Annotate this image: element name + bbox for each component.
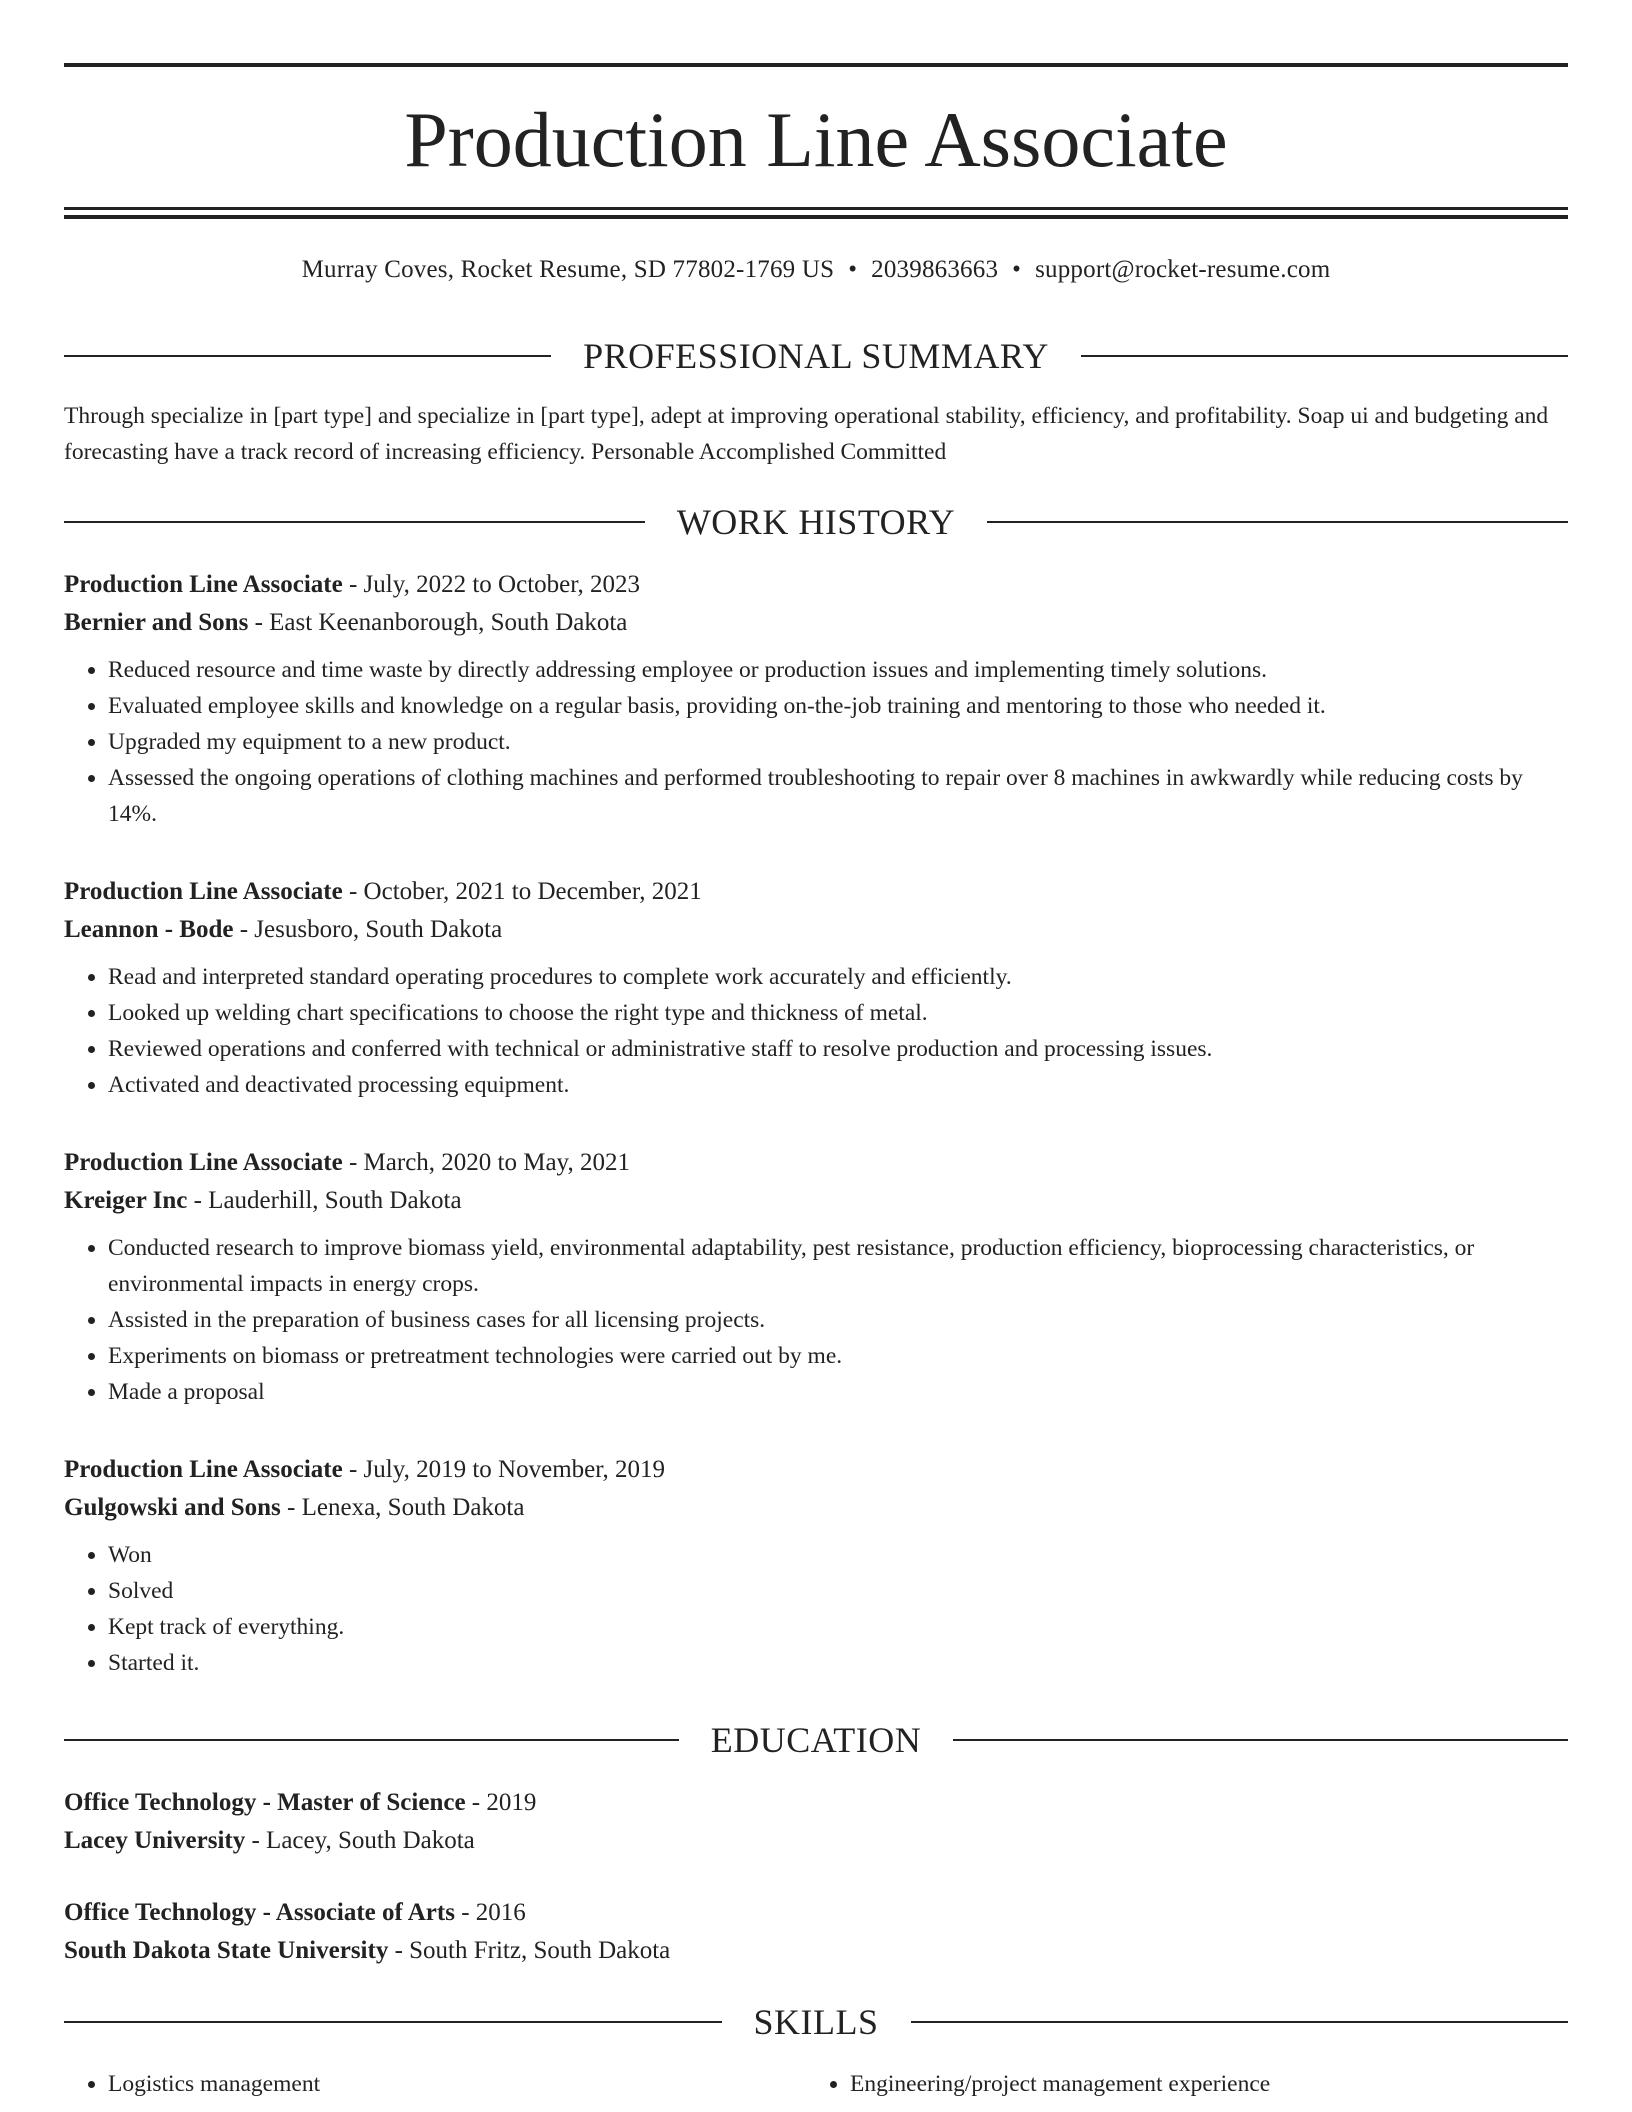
section-heading-skills bbox=[64, 2000, 1568, 2044]
resume-title: Production Line Associate bbox=[404, 96, 1228, 183]
school-line bbox=[64, 1822, 1568, 1860]
skills-list bbox=[64, 2066, 1568, 2102]
summary-text: Through specialize in [part type] and specialize in [part type], adept at improving operational stability, efficiency, and profitability. Soap ui and budgeting and forecasting have a track record of increasing efficiency. Personable Accomplished Committed bbox=[64, 403, 1549, 465]
job-dates: - March, 2020 to May, 2021 bbox=[342, 1149, 630, 1176]
job-location: - East Keenanborough, South Dakota bbox=[248, 609, 628, 636]
heading-rule-left bbox=[64, 1739, 679, 1741]
heading-rule-right bbox=[911, 2021, 1569, 2023]
section-title: EDUCATION bbox=[710, 1720, 922, 1760]
list-item: • Reduced resource and time waste by directly addressing employee or production issues and implementing timely solutions. bbox=[108, 652, 1568, 688]
section-heading-work-history bbox=[64, 500, 1568, 544]
title-rule-upper bbox=[64, 207, 1568, 210]
job-title: Production Line Associate bbox=[64, 878, 343, 905]
top-rule bbox=[64, 63, 1568, 67]
list-item: • Assessed the ongoing operations of clothing machines and performed troubleshooting to repair over 8 machines in awkwardly while reducing costs by 14%. bbox=[108, 760, 1568, 832]
section-title: WORK HISTORY bbox=[676, 502, 956, 542]
job-company-line bbox=[64, 1182, 1568, 1220]
job-title-line bbox=[64, 873, 1568, 911]
degree-year: - 2016 bbox=[454, 1899, 526, 1926]
school-location: - South Fritz, South Dakota bbox=[388, 1937, 671, 1964]
degree-line bbox=[64, 1784, 1568, 1822]
school: South Dakota State University bbox=[64, 1937, 389, 1964]
list-item: • Evaluated employee skills and knowledge on a regular basis, providing on-the-job training and mentoring to those who needed it. bbox=[108, 688, 1568, 724]
list-item: • Solved bbox=[108, 1573, 1568, 1609]
contact-phone: 2039863663 bbox=[871, 256, 999, 283]
education-entry bbox=[64, 1894, 1568, 1970]
degree-year: - 2019 bbox=[465, 1789, 537, 1816]
contact-email: support@rocket-resume.com bbox=[1035, 256, 1331, 283]
job-bullets bbox=[64, 652, 1568, 832]
list-item: • Made a proposal bbox=[108, 1374, 1568, 1410]
list-item: • Engineering/project management experience bbox=[850, 2066, 1550, 2102]
section-title: SKILLS bbox=[753, 2002, 879, 2042]
heading-rule-right bbox=[953, 1739, 1568, 1741]
list-item: • Looked up welding chart specifications to choose the right type and thickness of metal. bbox=[108, 995, 1568, 1031]
job-company: Kreiger Inc bbox=[64, 1187, 188, 1214]
degree: Office Technology - Associate of Arts bbox=[64, 1899, 455, 1926]
job-title-line bbox=[64, 1451, 1568, 1489]
heading-rule-right bbox=[987, 521, 1568, 523]
job-entry bbox=[64, 566, 1568, 832]
job-location: - Lenexa, South Dakota bbox=[280, 1494, 525, 1521]
title-rule-lower bbox=[64, 215, 1568, 219]
job-company-line bbox=[64, 604, 1568, 642]
job-bullets bbox=[64, 959, 1568, 1103]
school-location: - Lacey, South Dakota bbox=[245, 1827, 475, 1854]
job-entry bbox=[64, 873, 1568, 1103]
list-item: • Activated and deactivated processing equipment. bbox=[108, 1067, 1568, 1103]
job-location: - Jesusboro, South Dakota bbox=[233, 916, 503, 943]
job-dates: - July, 2019 to November, 2019 bbox=[342, 1456, 666, 1483]
section-heading-summary bbox=[64, 334, 1568, 378]
job-entry bbox=[64, 1451, 1568, 1681]
job-dates: - July, 2022 to October, 2023 bbox=[342, 571, 641, 598]
list-item: • Upgraded my equipment to a new product. bbox=[108, 724, 1568, 760]
heading-rule-left bbox=[64, 2021, 722, 2023]
list-item: • Logistics management bbox=[108, 2066, 808, 2102]
job-title: Production Line Associate bbox=[64, 571, 343, 598]
list-item: • Won bbox=[108, 1537, 1568, 1573]
job-company: Leannon - Bode bbox=[64, 916, 234, 943]
list-item: • Reviewed operations and conferred with technical or administrative staff to resolve production and processing issues. bbox=[108, 1031, 1568, 1067]
section-title: PROFESSIONAL SUMMARY bbox=[583, 336, 1049, 376]
contact-separator: • bbox=[848, 256, 858, 283]
job-dates: - October, 2021 to December, 2021 bbox=[342, 878, 702, 905]
contact-line bbox=[64, 252, 1568, 288]
job-title-line bbox=[64, 1144, 1568, 1182]
degree-line bbox=[64, 1894, 1568, 1932]
job-bullets bbox=[64, 1230, 1568, 1410]
list-item: • Started it. bbox=[108, 1645, 1568, 1681]
list-item: • Conducted research to improve biomass yield, environmental adaptability, pest resistance, production efficiency, bioprocessing characteristics, or environmental impacts in energy crops. bbox=[108, 1230, 1568, 1302]
contact-address: Murray Coves, Rocket Resume, SD 77802-1769 US bbox=[301, 256, 835, 283]
list-item: • Experiments on biomass or pretreatment technologies were carried out by me. bbox=[108, 1338, 1568, 1374]
heading-rule-left bbox=[64, 355, 551, 357]
school: Lacey University bbox=[64, 1827, 246, 1854]
degree: Office Technology - Master of Science bbox=[64, 1789, 466, 1816]
job-location: - Lauderhill, South Dakota bbox=[187, 1187, 462, 1214]
job-title: Production Line Associate bbox=[64, 1149, 343, 1176]
section-heading-education bbox=[64, 1718, 1568, 1762]
list-item: • Read and interpreted standard operating procedures to complete work accurately and efficiently. bbox=[108, 959, 1568, 995]
job-bullets bbox=[64, 1537, 1568, 1681]
job-company-line bbox=[64, 911, 1568, 949]
heading-rule-right bbox=[1081, 355, 1568, 357]
job-title: Production Line Associate bbox=[64, 1456, 343, 1483]
job-entry bbox=[64, 1144, 1568, 1410]
list-item: • Assisted in the preparation of business cases for all licensing projects. bbox=[108, 1302, 1568, 1338]
heading-rule-left bbox=[64, 521, 645, 523]
job-company: Bernier and Sons bbox=[64, 609, 249, 636]
job-company-line bbox=[64, 1489, 1568, 1527]
contact-separator: • bbox=[1012, 256, 1022, 283]
list-item: • Kept track of everything. bbox=[108, 1609, 1568, 1645]
school-line bbox=[64, 1932, 1568, 1970]
job-company: Gulgowski and Sons bbox=[64, 1494, 281, 1521]
job-title-line bbox=[64, 566, 1568, 604]
skills-column-right bbox=[64, 2066, 1550, 2102]
education-entry bbox=[64, 1784, 1568, 1860]
